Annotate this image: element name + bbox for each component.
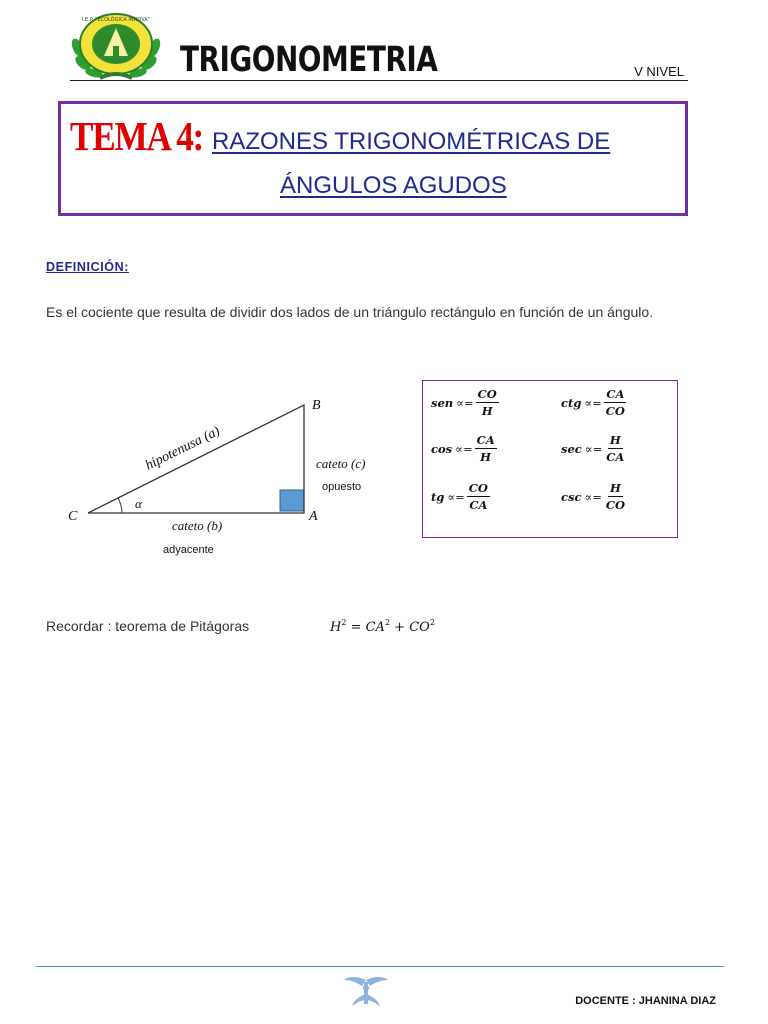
vertex-a-label: A <box>309 509 318 524</box>
pythagoras-formula: $H^2 = CA^2 + CO^2$ <box>330 618 435 635</box>
opposite-note: opuesto <box>322 481 362 493</box>
formula-ctg: ctg ∝= $\frac{CA}{CO}$ <box>561 387 625 418</box>
pythagoras-reminder: Recordar : teorema de Pitágoras <box>46 618 250 634</box>
adjacent-note: adyacente <box>163 544 214 556</box>
formula-tg: tg ∝= $\frac{CO}{CA}$ <box>431 481 488 512</box>
topic-title-line2: ÁNGULOS AGUDOS <box>280 172 507 199</box>
definition-text: Es el cociente que resulta de dividir dos lados de un triángulo rectángulo en función de un ángulo. <box>46 304 654 320</box>
hypotenuse-label: hipotenusa (a) <box>143 423 223 474</box>
adjacent-label: cateto (b) <box>172 518 223 533</box>
trig-ratios-box <box>422 380 678 538</box>
footer-divider <box>36 966 724 967</box>
topic-title-line1: RAZONES TRIGONOMÉTRICAS DE <box>212 128 611 155</box>
level-label: V NIVEL <box>634 64 684 79</box>
angle-arc <box>118 498 122 513</box>
topic-number: TEMA 4: <box>70 113 204 159</box>
right-triangle-diagram <box>60 392 390 562</box>
school-logo <box>70 8 162 82</box>
vertex-c-label: C <box>68 509 78 524</box>
footer-ornament-icon <box>340 974 392 1008</box>
formula-sec: sec ∝= $\frac{H}{CA}$ <box>561 433 625 464</box>
svg-text:I.E.P. "ECOLÓGICA INNOVA": I.E.P. "ECOLÓGICA INNOVA" <box>81 17 151 23</box>
vertex-b-label: B <box>312 398 321 413</box>
document-title: TRIGONOMETRIA <box>180 39 438 80</box>
opposite-label: cateto (c) <box>316 456 366 471</box>
angle-label: α <box>135 496 142 511</box>
definition-heading: DEFINICIÓN: <box>46 260 129 274</box>
formula-sen: sen ∝= $\frac{CO}{H}$ <box>431 387 497 418</box>
formula-csc: csc ∝= $\frac{H}{CO}$ <box>561 481 626 512</box>
teacher-name: DOCENTE : JHANINA DIAZ <box>575 995 716 1007</box>
triangle-edges <box>88 405 304 513</box>
formula-cos: cos ∝= $\frac{CA}{H}$ <box>431 433 495 464</box>
header-divider <box>70 80 688 81</box>
right-angle-marker <box>280 490 304 511</box>
